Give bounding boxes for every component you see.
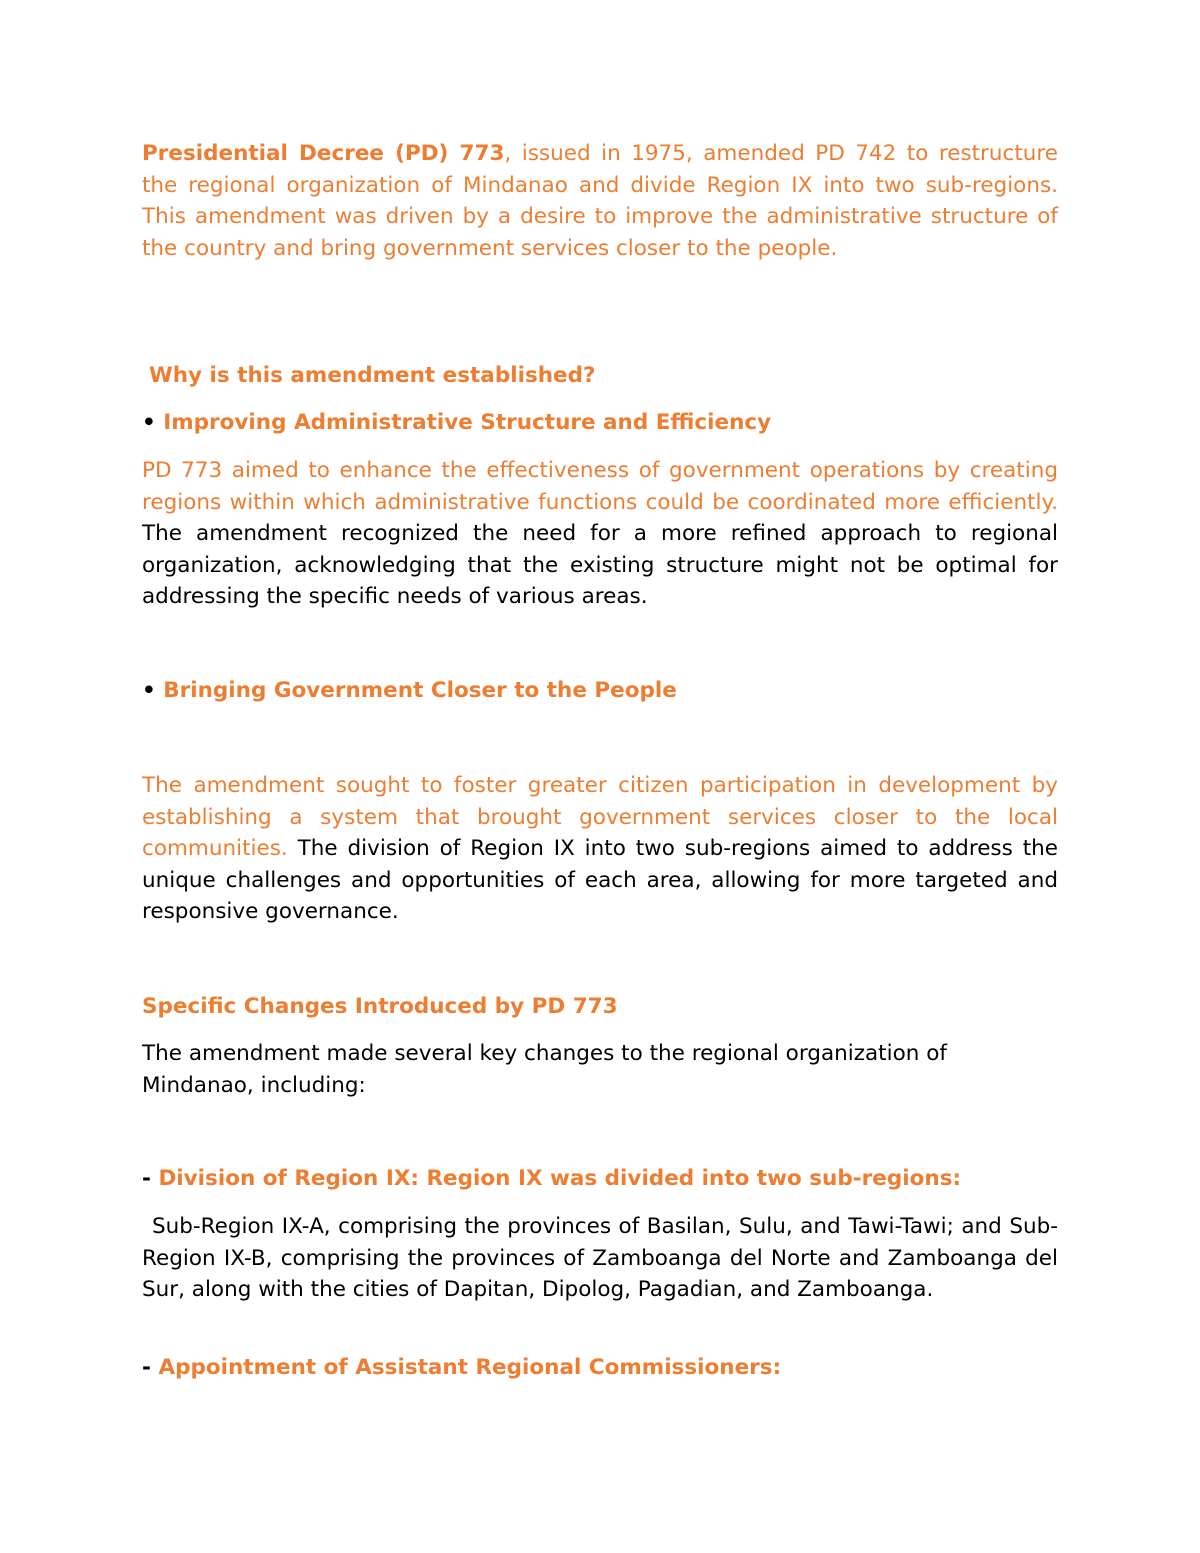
item1-heading-line: [142, 1163, 1058, 1195]
question-heading: Why is this amendment established?: [149, 363, 596, 388]
item2-heading-line: [142, 1352, 1058, 1384]
intro-text: , issued in 1975, amended PD 742 to restructure the regional organization of Mindanao and divide Region IX into two sub-regions. This amendment was driven by a desire to improve the administrative structure of the country and bring government services closer to the people.: [142, 141, 1058, 261]
intro-title: Presidential Decree (PD) 773: [142, 141, 505, 166]
section2-highlight: The amendment sought to foster greater citizen participation in development by establishing a system that brought government services closer to the local communities.: [142, 773, 1058, 862]
section1-heading: Improving Administrative Structure and Efficiency: [163, 410, 772, 435]
section2-body: The division of Region IX into two sub-regions aimed to address the unique challenges and opportunities of each area, allowing for more targeted and responsive governance.: [142, 836, 1058, 925]
changes-intro: The amendment made several key changes to the regional organization of Mindanao, including:: [142, 1041, 947, 1098]
item1-heading: Division of Region IX: Region IX was divided into two sub-regions:: [158, 1166, 962, 1191]
section2-heading: Bringing Government Closer to the People: [163, 678, 677, 703]
dash-marker: -: [142, 1355, 151, 1380]
item2-heading: Appointment of Assistant Regional Commissioners:: [158, 1355, 782, 1380]
section2-heading-line: [142, 675, 1058, 707]
changes-heading: Specific Changes Introduced by PD 773: [142, 994, 618, 1019]
item1-body: Sub-Region IX-A, comprising the provinces of Basilan, Sulu, and Tawi-Tawi; and Sub-Region IX-B, comprising the provinces of Zamboanga del Norte and Zamboanga del Sur, along with the cities of Dapitan, Dipolog, Pagadian, and Zamboanga.: [142, 1214, 1058, 1303]
section1-highlight: PD 773 aimed to enhance the effectiveness of government operations by creating regions within which administrative functions could be coordinated more efficiently.: [142, 458, 1058, 515]
bullet-icon: •: [142, 410, 156, 435]
section1-body: The amendment recognized the need for a more refined approach to regional organization, acknowledging that the existing structure might not be optimal for addressing the specific needs of various areas.: [142, 521, 1058, 610]
section1-paragraph: [142, 455, 1058, 613]
section2-paragraph: [142, 770, 1058, 928]
section1-heading-line: [142, 407, 1058, 439]
dash-marker: -: [142, 1166, 151, 1191]
bullet-icon: •: [142, 678, 156, 703]
intro-paragraph: [142, 138, 1058, 264]
